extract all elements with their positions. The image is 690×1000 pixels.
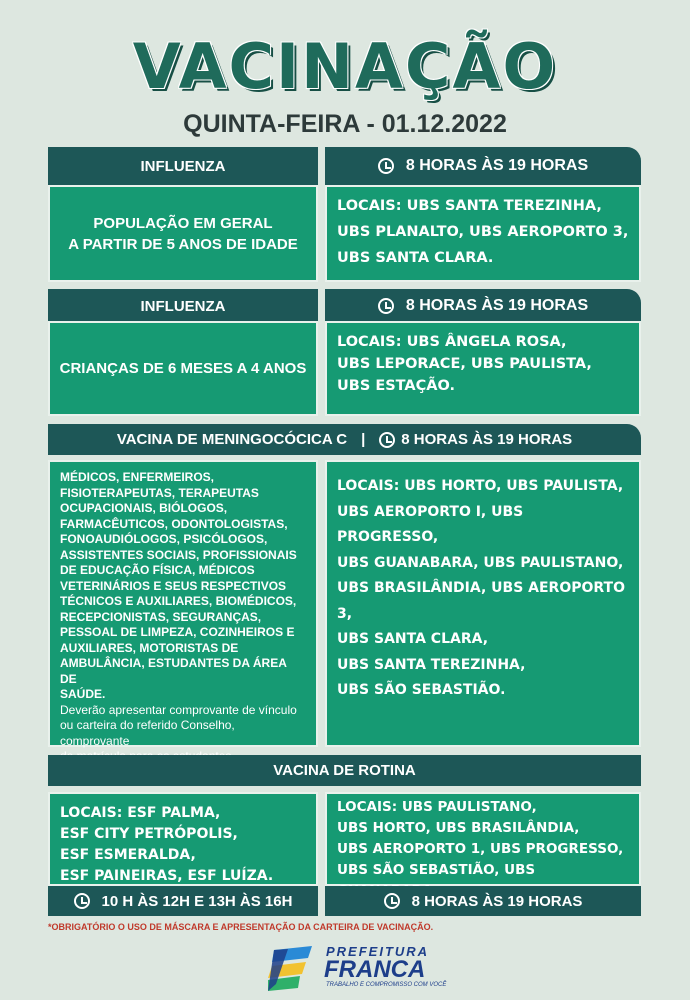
right-hours: 8 HORAS ÀS 19 HORAS xyxy=(411,892,583,910)
locais-line: UBS ÂNGELA ROSA, xyxy=(406,334,567,350)
clock-icon xyxy=(378,298,394,314)
locais-line: UBS PLANALTO, UBS AEROPORTO 3, xyxy=(337,224,629,240)
block2-header-right xyxy=(325,289,641,323)
block2-locais xyxy=(325,321,641,416)
audience-line: SAÚDE. xyxy=(60,687,106,701)
locais-line: UBS GUANABARA, UBS PAULISTANO, xyxy=(337,554,624,571)
audience-line: ASSISTENTES SOCIAIS, PROFISSIONAIS xyxy=(60,547,297,562)
locais-line: ESF PAINEIRAS, ESF LUÍZA. xyxy=(60,868,274,884)
locais-line: UBS AEROPORTO 1, UBS PROGRESSO, xyxy=(337,841,624,857)
locais-line: UBS SANTA CLARA, xyxy=(337,631,489,647)
locais-line: UBS BRASILÂNDIA, UBS AEROPORTO 3, xyxy=(337,580,626,622)
locais-line: UBS SÃO SEBASTIÃO. xyxy=(337,682,506,698)
block2-vaccine-name: INFLUENZA xyxy=(140,297,226,315)
block3-vaccine-name: VACINA DE MENINGOCÓCICA C xyxy=(116,431,348,448)
locais-line: UBS PAULISTANO, xyxy=(401,799,537,815)
block1-header-left xyxy=(48,147,318,185)
block1-hours: 8 HORAS ÀS 19 HORAS xyxy=(405,157,589,174)
block1-header-right xyxy=(325,147,641,185)
block4-left-hours xyxy=(48,886,318,916)
page-subtitle: QUINTA-FEIRA - 01.12.2022 xyxy=(183,110,507,138)
audience-line: VETERINÁRIOS E SEUS RESPECTIVOS xyxy=(60,578,287,593)
audience-line: A PARTIR DE 5 ANOS DE IDADE xyxy=(68,235,298,253)
locais-line: UBS SANTA CLARA. xyxy=(337,250,494,266)
audience-line: FARMACÊUTICOS, ODONTOLOGISTAS, xyxy=(60,516,288,531)
block2-hours: 8 HORAS ÀS 19 HORAS xyxy=(405,297,589,314)
audience-line: RECEPCIONISTAS, SEGURANÇAS, xyxy=(60,609,262,624)
header-separator: | xyxy=(361,431,366,448)
requirement-note: Deverão apresentar comprovante de vínculo xyxy=(60,702,297,717)
logo-word-franca: FRANCA xyxy=(324,956,426,983)
audience-line: AUXILIARES, MOTORISTAS DE xyxy=(60,640,239,655)
block3-header xyxy=(48,424,641,455)
audience-line: FISIOTERAPEUTAS, TERAPEUTAS xyxy=(60,485,259,500)
block1-audience xyxy=(48,185,318,282)
page-title: VACINAÇÃO xyxy=(132,30,558,103)
block1-locais xyxy=(325,185,641,282)
locais-line: ESF ESMERALDA, xyxy=(60,847,196,863)
locais-line: UBS SANTA TEREZINHA, xyxy=(337,656,526,673)
audience-line: FONOAUDIÓLOGOS, PSICÓLOGOS, xyxy=(60,532,268,546)
block4-title: VACINA DE ROTINA xyxy=(273,762,416,779)
locais-line: UBS SANTA TEREZINHA, xyxy=(406,198,602,214)
clock-icon xyxy=(379,432,395,448)
footnote: *OBRIGATÓRIO O USO DE MÁSCARA E APRESENTAÇÃO DA CARTEIRA DE VACINAÇÃO. xyxy=(48,922,434,932)
locais-line: UBS ESTAÇÃO. xyxy=(337,378,456,394)
locais-label: LOCAIS: xyxy=(337,478,400,494)
block3-locais xyxy=(325,460,641,747)
audience-line: PESSOAL DE LIMPEZA, COZINHEIROS E xyxy=(60,625,295,639)
block4-right-locais xyxy=(325,792,641,886)
block3-audience xyxy=(48,460,318,747)
block1-vaccine-name: INFLUENZA xyxy=(140,157,226,175)
locais-line: ESF PALMA, xyxy=(127,805,221,821)
locais-line: UBS HORTO, UBS BRASILÂNDIA, xyxy=(337,820,580,836)
locais-label: LOCAIS: xyxy=(337,198,402,214)
audience-line: AMBULÂNCIA, ESTUDANTES DA ÁREA DE xyxy=(60,656,287,686)
locais-label: LOCAIS: xyxy=(337,799,398,815)
block4-header xyxy=(48,755,641,786)
clock-icon xyxy=(74,893,90,909)
locais-line: UBS AEROPORTO I, UBS PROGRESSO, xyxy=(337,503,524,545)
logo-mark-icon xyxy=(268,944,322,992)
block3-hours: 8 HORAS ÀS 19 HORAS xyxy=(401,431,573,448)
requirement-note: ou carteira do referido Conselho, comprovante xyxy=(60,718,235,748)
left-hours: 10 H ÀS 12H E 13H ÀS 16H xyxy=(101,892,293,910)
logo-tagline: TRABALHO E COMPROMISSO COM VOCÊ xyxy=(326,982,447,988)
block2-header-left xyxy=(48,289,318,323)
block4-left-locais xyxy=(48,792,318,886)
audience-line: DE EDUCAÇÃO FÍSICA, MÉDICOS xyxy=(60,563,255,577)
audience-line: MÉDICOS, ENFERMEIROS, xyxy=(60,470,215,484)
locais-line: UBS LEPORACE, UBS PAULISTA, xyxy=(337,356,592,372)
clock-icon xyxy=(384,893,400,909)
locais-label: LOCAIS: xyxy=(60,805,123,821)
block4-right-hours xyxy=(325,886,641,916)
audience-line: TÉCNICOS E AUXILIARES, BIOMÉDICOS, xyxy=(60,594,297,608)
audience-line: CRIANÇAS DE 6 MESES A 4 ANOS xyxy=(59,360,307,377)
logo-word-prefeitura: PREFEITURA xyxy=(326,944,430,959)
block2-audience xyxy=(48,321,318,416)
locais-line: UBS SÃO SEBASTIÃO, UBS xyxy=(337,862,536,878)
clock-icon xyxy=(378,158,394,174)
audience-line: POPULAÇÃO EM GERAL xyxy=(93,214,273,232)
locais-line: ESF CITY PETRÓPOLIS, xyxy=(60,826,238,842)
audience-line: OCUPACIONAIS, BIÓLOGOS, xyxy=(60,501,228,515)
locais-line: UBS HORTO, UBS PAULISTA, xyxy=(404,478,624,494)
prefeitura-franca-logo xyxy=(268,944,447,992)
locais-label: LOCAIS: xyxy=(337,334,402,350)
